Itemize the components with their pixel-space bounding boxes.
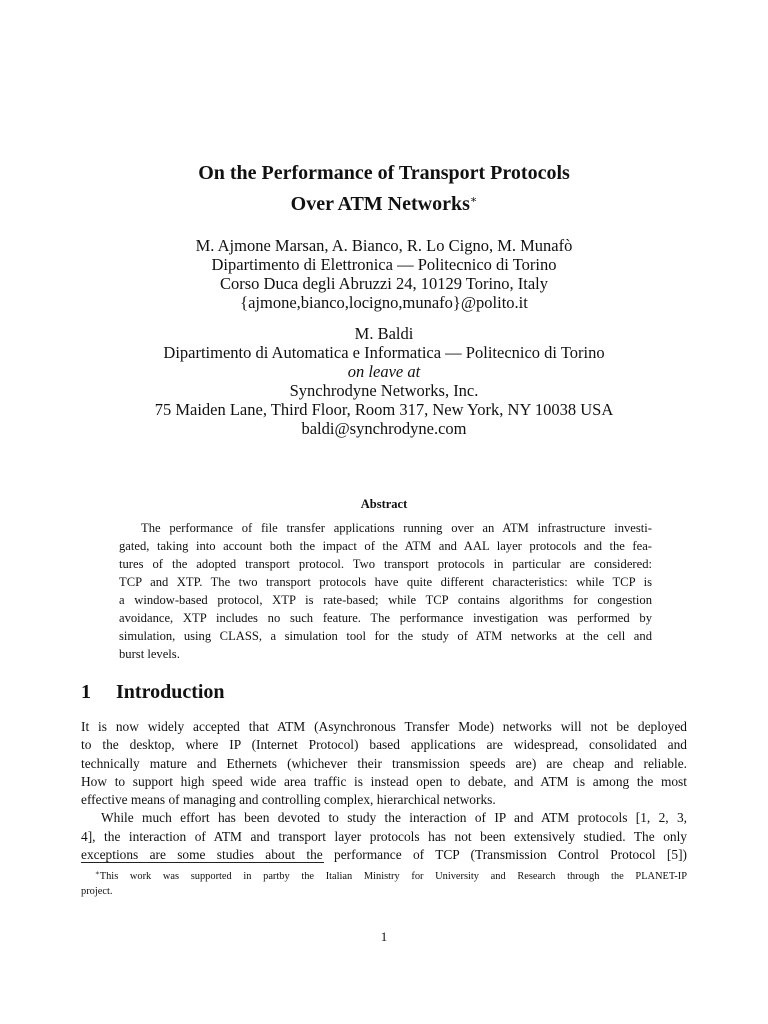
author-affiliation-2: Dipartimento di Automatica e Informatica — Politecnico di Torino [163, 343, 605, 362]
author-email-2: baldi@synchrodyne.com [301, 419, 467, 438]
page-number: 1 [380, 929, 388, 944]
section-number: 1 [81, 681, 91, 703]
footnote-line-1-text: This work was supported in partby the Italian Ministry for University and Research through the PLANET-IP [99, 871, 687, 882]
title-footnote-mark: ∗ [469, 194, 478, 206]
title-line-1: On the Performance of Transport Protocols [198, 162, 570, 184]
abstract-line: avoidance, XTP includes no such feature. The performance investigation was performed by [119, 611, 652, 625]
paper-title [0, 160, 768, 218]
body-line: technically mature and Ethernets (whichever their transmission speeds are) are cheap and reliable. [81, 755, 687, 771]
footnote-rule [81, 862, 324, 863]
abstract-line: a window-based protocol, XTP is rate-based; while TCP contains algorithms for congestion [119, 593, 652, 607]
body-line: While much effort has been devoted to study the interaction of IP and ATM protocols [1, 2, 3, [101, 810, 687, 826]
abstract-line: gated, taking into account both the impact of the ATM and AAL layer protocols and the fea- [119, 539, 652, 553]
footnote [81, 866, 687, 899]
body-line: to the desktop, where IP (Internet Protocol) based applications are widespread, consolidated and [81, 737, 687, 753]
abstract-heading: Abstract [360, 497, 408, 511]
abstract-line: burst levels. [119, 647, 180, 661]
abstract-line: TCP and XTP. The two transport protocols have quite different characteristics: while TCP is [119, 575, 652, 589]
author-affiliation-1: Dipartimento di Elettronica — Politecnico di Torino [211, 255, 557, 274]
author-block [0, 236, 768, 438]
author-address-2: 75 Maiden Lane, Third Floor, Room 317, New York, NY 10038 USA [154, 400, 614, 419]
section-heading [81, 679, 225, 705]
author-on-leave: on leave at [347, 362, 421, 381]
body-line: 4], the interaction of ATM and transport layer protocols has not been extensively studied. The only [81, 828, 687, 844]
body-line: It is now widely accepted that ATM (Asynchronous Transfer Mode) networks will not be deployed [81, 719, 687, 734]
title-line-2 [0, 187, 768, 218]
author-gap [0, 312, 768, 324]
footnote-mark: ∗ [95, 869, 100, 877]
author-name-2: M. Baldi [354, 324, 414, 343]
abstract-line: tures of the adopted transport protocol. Two transport protocols in particular are considered: [119, 557, 652, 571]
body-line: exceptions are some studies about the performance of TCP (Transmission Control Protocol [5]) [81, 847, 687, 863]
author-names-1: M. Ajmone Marsan, A. Bianco, R. Lo Cigno, M. Munafò [195, 236, 573, 255]
body-line: effective means of managing and controlling complex, hierarchical networks. [81, 792, 496, 808]
abstract-line: simulation, using CLASS, a simulation tool for the study of ATM networks at the cell and [119, 629, 652, 643]
author-address-1: Corso Duca degli Abruzzi 24, 10129 Torino, Italy [219, 274, 549, 293]
body-text [81, 718, 687, 864]
section-title: Introduction [116, 681, 225, 703]
footnote-line-2: project. [81, 886, 113, 897]
abstract-text [119, 519, 652, 663]
title-line-2-text: Over ATM Networks [290, 193, 470, 215]
footnote-line-1 [81, 866, 687, 884]
body-line: How to support high speed wide area traffic is instead open to debate, and ATM is among the most [81, 773, 687, 789]
author-email-1: {ajmone,bianco,locigno,munafo}@polito.it [240, 293, 528, 312]
abstract-line: The performance of file transfer applications running over an ATM infrastructure investi- [141, 521, 652, 535]
author-company-2: Synchrodyne Networks, Inc. [289, 381, 479, 400]
